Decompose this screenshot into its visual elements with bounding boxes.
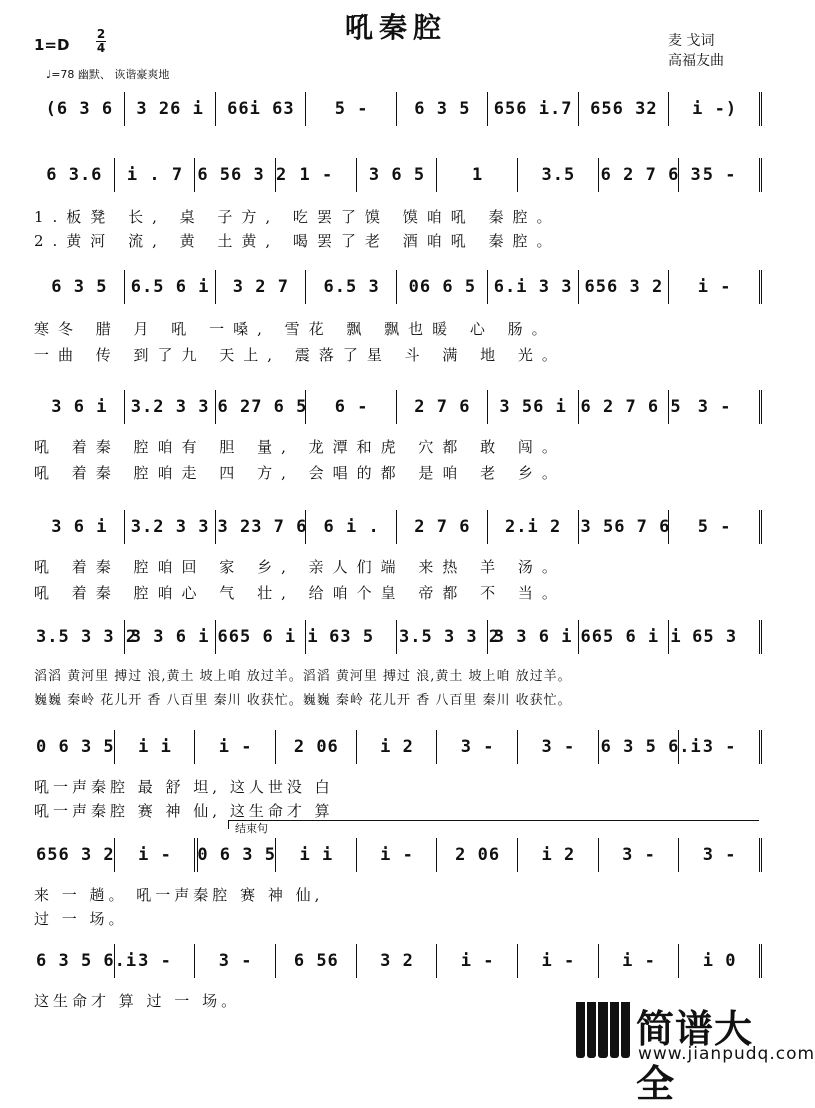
measure: 2 06: [455, 845, 501, 865]
barline: [678, 838, 679, 872]
barline: [194, 944, 195, 978]
measure: 6 3 5 6.i: [36, 951, 138, 971]
barline: [487, 510, 488, 544]
barline: [124, 92, 125, 126]
measure: 3 26 i: [136, 99, 204, 119]
barline: [517, 730, 518, 764]
measure: i -: [460, 951, 495, 971]
barline: [275, 158, 276, 192]
measure: 1 -: [299, 165, 334, 185]
barline: [356, 944, 357, 978]
barline: [668, 510, 669, 544]
measure: i -: [380, 845, 414, 865]
measure: i -: [697, 277, 732, 297]
key-signature: 1=D: [34, 36, 70, 54]
barline: [194, 158, 195, 192]
measure: i -: [622, 951, 656, 971]
barline: [215, 620, 216, 654]
barline: [275, 838, 276, 872]
lyric-line: 吼 着秦 腔咱心 气 壮, 给咱个皇 帝都 不 当。: [34, 584, 566, 602]
barline: [124, 510, 125, 544]
measure: 3 56 7 6: [580, 517, 671, 537]
barline: [668, 270, 669, 304]
measure: 3.5 3 3 2: [36, 627, 138, 647]
measure: 3 6 i: [51, 397, 108, 417]
barline: [668, 390, 669, 424]
barline: [759, 838, 762, 872]
measure: 66i 63: [227, 99, 295, 119]
barline: [305, 390, 306, 424]
measure: 63 5: [329, 627, 375, 647]
measure: 3.2 3 3: [130, 397, 210, 417]
measure: 6.i 3 3: [493, 277, 573, 297]
ending-label: 结束句: [235, 822, 268, 835]
barline: [356, 838, 357, 872]
barline: [305, 510, 306, 544]
measure: 665 6 i i: [217, 627, 319, 647]
barline: [759, 158, 762, 192]
measure: 1: [472, 165, 484, 185]
measure: 3 -: [702, 845, 737, 865]
measure: 6.5 3: [323, 277, 380, 297]
measure: 2.i 2: [505, 517, 562, 537]
measure: 6 56 3 2: [197, 165, 288, 185]
lyric-line: 吼一声秦腔 赛 神 仙, 这生命才 算: [34, 802, 334, 820]
measure: 3 6 5: [368, 165, 426, 185]
score-row: [34, 94, 760, 124]
measure: 65 3: [692, 627, 738, 647]
measure: 3 2: [380, 951, 414, 971]
barline: [215, 92, 216, 126]
lyric-line: 吼 着秦 腔咱走 四 方, 会唱的都 是咱 老 乡。: [34, 464, 566, 482]
barline: [436, 838, 437, 872]
measure: 6 3.6: [46, 165, 103, 185]
measure: 6 2 7 6 3: [600, 165, 702, 185]
measure: 3 -: [138, 951, 172, 971]
barline: [396, 510, 397, 544]
barline: [305, 270, 306, 304]
barline: [759, 390, 762, 424]
measure: 6 i .: [323, 517, 380, 537]
lyric-line: 来 一 趟。 吼一声秦腔 赛 神 仙,: [34, 886, 324, 904]
barline: [517, 944, 518, 978]
barline: [114, 838, 115, 872]
lyric-line: 吼一声秦腔 最 舒 坦, 这人世没 白: [34, 778, 334, 796]
measure: 6 3 5: [414, 99, 471, 119]
barline: [578, 390, 579, 424]
barline: [678, 158, 679, 192]
lyric-line: 1.板凳 长, 桌 子方, 吃罢了馍 馍咱吼 秦腔。: [34, 208, 561, 226]
barline: [487, 92, 488, 126]
score-row: [34, 272, 760, 302]
barline: [759, 510, 762, 544]
measure: 2 06: [293, 737, 339, 757]
measure: 0 6 3 5: [36, 737, 115, 757]
barline: [305, 92, 306, 126]
measure: 3 -: [218, 951, 253, 971]
barline: [275, 730, 276, 764]
barline: [215, 270, 216, 304]
measure: 656 i.7: [493, 99, 573, 119]
barline: [487, 390, 488, 424]
lyricist-credit: 麦 戈词: [668, 33, 715, 49]
tempo-marking: ♩=78 幽默、 诙谐豪爽地: [46, 68, 170, 81]
measure: i 2: [541, 845, 576, 865]
barline: [759, 92, 762, 126]
score-row: [34, 392, 760, 422]
barline: [124, 270, 125, 304]
barline: [124, 620, 125, 654]
barline: [678, 730, 679, 764]
barline: [436, 944, 437, 978]
measure: 3 -: [541, 737, 576, 757]
measure: 3.5: [541, 165, 576, 185]
measure: i 0: [702, 951, 737, 971]
barline: [356, 158, 357, 192]
meter-top: 2: [96, 27, 106, 41]
logo-title: 简谱大全: [636, 1007, 754, 1106]
barline: [436, 158, 437, 192]
barline: [487, 620, 488, 654]
measure: 6 2 7 6 5: [580, 397, 682, 417]
measure: 5 -: [334, 99, 369, 119]
measure: 6 -: [334, 397, 369, 417]
logo-url: www.jianpudq.com: [638, 1044, 815, 1064]
measure: 6 56: [293, 951, 339, 971]
barline: [436, 730, 437, 764]
barline: [487, 270, 488, 304]
barline: [598, 838, 599, 872]
barline: [578, 270, 579, 304]
lyric-line: 巍巍 秦岭 花儿开 香 八百里 秦川 收获忙。巍巍 秦岭 花儿开 香 八百里 秦川 收获忙。: [34, 693, 572, 708]
lyric-line: 这生命才 算 过 一 场。: [34, 992, 241, 1010]
measure: 2 7 6: [414, 397, 471, 417]
lyric-line: 吼 着秦 腔咱回 家 乡, 亲人们端 来热 羊 汤。: [34, 558, 566, 576]
measure: 3 56 i: [499, 397, 567, 417]
meter-bottom: 4: [96, 41, 106, 55]
measure: 656 3 2: [36, 845, 115, 865]
measure: i -: [138, 845, 172, 865]
measure: 3.2 3 3: [130, 517, 210, 537]
measure: 6.5 6 i: [130, 277, 210, 297]
time-signature: [96, 28, 106, 55]
measure: i -: [218, 737, 253, 757]
site-logo[interactable]: [576, 1002, 815, 1106]
measure: 656 32: [590, 99, 658, 119]
lyric-line: 寒冬 腊 月 吼 一嗓, 雪花 飘 飘也暖 心 肠。: [34, 320, 556, 338]
barline: [396, 390, 397, 424]
barline: [759, 944, 762, 978]
measure: i i: [138, 737, 172, 757]
measure: i . 7: [126, 165, 184, 185]
barline: [396, 92, 397, 126]
measure: 3 3 6 i: [130, 627, 210, 647]
measure: 5 -: [702, 165, 737, 185]
measure: 2 7 6: [414, 517, 471, 537]
barline: [759, 270, 762, 304]
barline: [668, 620, 669, 654]
score-row: [34, 622, 760, 652]
measure: 3 2 7: [232, 277, 289, 297]
piano-keys-icon: [576, 1002, 630, 1058]
measure: 5 -: [697, 517, 732, 537]
barline: [668, 92, 669, 126]
barline: [578, 92, 579, 126]
barline: [356, 730, 357, 764]
measure: i -): [692, 99, 738, 119]
measure: 3 -: [460, 737, 495, 757]
measure: i 2: [380, 737, 414, 757]
barline: [598, 730, 599, 764]
measure: i -: [541, 951, 576, 971]
ending-bracket: [228, 820, 759, 835]
composer-credit: 高福友曲: [668, 53, 724, 69]
measure: (6 3 6: [45, 99, 114, 119]
barline: [305, 620, 306, 654]
measure: 3 3 6 i: [493, 627, 573, 647]
measure: 0 6 3 5: [197, 845, 276, 865]
barline: [275, 944, 276, 978]
barline: [114, 944, 115, 978]
lyric-line: 吼 着秦 腔咱有 胆 量, 龙潭和虎 穴都 敢 闯。: [34, 438, 566, 456]
score-row: [34, 732, 760, 762]
measure: 3 -: [622, 845, 656, 865]
score-row: [34, 512, 760, 542]
measure: 656 3 2: [584, 277, 664, 297]
score-row: [34, 946, 760, 976]
barline: [517, 838, 518, 872]
barline: [215, 390, 216, 424]
measure: i i: [299, 845, 334, 865]
barline: [578, 620, 579, 654]
barline: [194, 730, 195, 764]
barline: [598, 158, 599, 192]
barline: [759, 730, 762, 764]
measure: 3 -: [702, 737, 737, 757]
barline: [678, 944, 679, 978]
barline: [396, 270, 397, 304]
song-title: 吼秦腔: [344, 11, 447, 44]
barline: [114, 730, 115, 764]
measure: 3 23 7 6: [217, 517, 308, 537]
score-row: [34, 160, 760, 190]
barline: [396, 620, 397, 654]
lyric-line: 过 一 场。: [34, 910, 128, 928]
measure: 665 6 i i: [580, 627, 682, 647]
measure: 3 -: [697, 397, 732, 417]
barline: [517, 158, 518, 192]
measure: 6 3 5: [51, 277, 108, 297]
barline: [215, 510, 216, 544]
barline: [124, 390, 125, 424]
barline: [759, 620, 762, 654]
score-row: [34, 840, 760, 870]
measure: 06 6 5: [408, 277, 477, 297]
barline: [114, 158, 115, 192]
measure: 6 3 5 6.i: [600, 737, 702, 757]
measure: 3.5 3 3 2: [399, 627, 501, 647]
measure: 3 6 i: [51, 517, 108, 537]
lyric-line: 一曲 传 到了九 天上, 震落了星 斗 满 地 光。: [34, 346, 566, 364]
measure: 6 27 6 5: [217, 397, 308, 417]
lyric-line: 2.黄河 流, 黄 土黄, 喝罢了老 酒咱吼 秦腔。: [34, 232, 561, 250]
barline: [598, 944, 599, 978]
barline: [578, 510, 579, 544]
lyric-line: 滔滔 黄河里 搏过 浪,黄土 坡上咱 放过羊。滔滔 黄河里 搏过 浪,黄土 坡上咱 放过羊。: [34, 669, 572, 684]
